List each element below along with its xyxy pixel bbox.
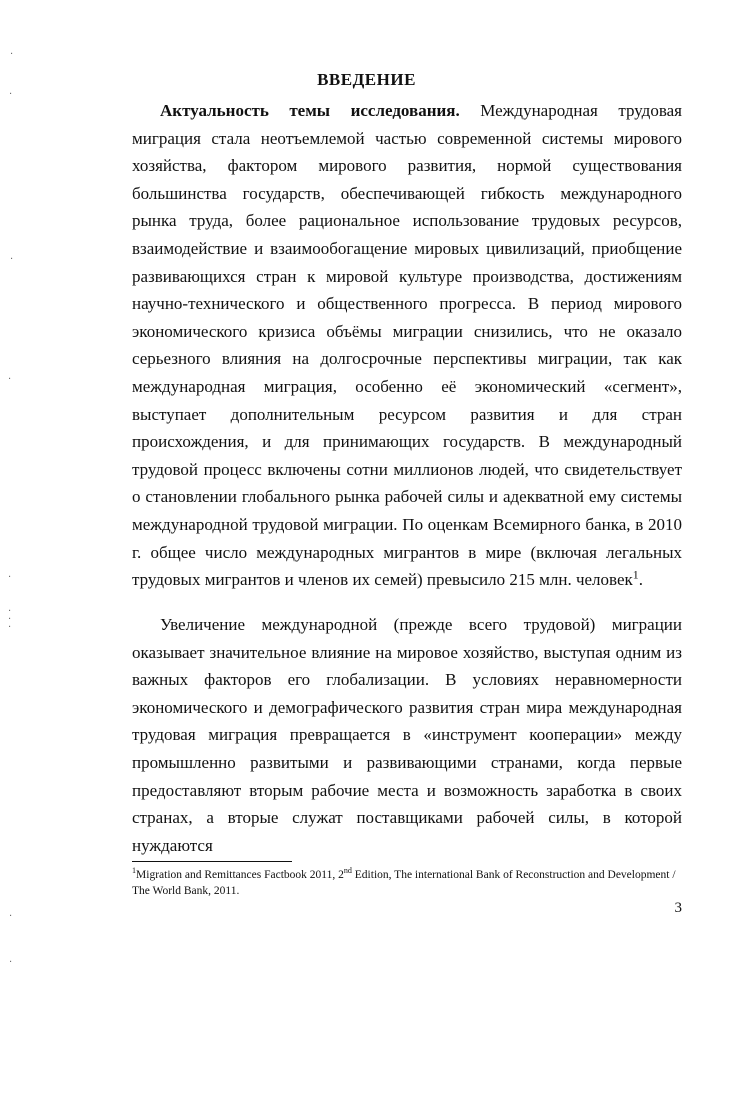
paragraph-relevance — [132, 97, 682, 594]
scan-speck: · — [8, 606, 12, 617]
paragraph-end: . — [638, 570, 643, 590]
footnote-superscript: nd — [343, 866, 352, 876]
footnote-divider — [132, 861, 292, 862]
scan-speck: · — [8, 572, 12, 583]
footnote-text-before: Migration and Remittances Factbook 2011, 2 — [136, 869, 344, 881]
footnote-reference: 1 — [632, 567, 639, 582]
paragraph-text: Международная трудовая миграция стала неотъемлемой частью современной системы мирового хозяйства, фактором мирового развития, нормой существования большинства государств, обеспечивающей гибкость международного рынка труда, более рациональное использование трудовых ресурсов, взаимодействие и взаимообогащение мировых цивилизаций, приобщение развивающихся стран к мировой культуре производства, достижениям научно-технического и общественного прогресса. В период мирового экономического кризиса объёмы миграции снизились, что не оказало серьезного влияния на долгосрочные перспективы миграции, так как международная миграция, особенно её экономический «сегмент», выступает дополнительным ресурсом развития и для стран происхождения, и для принимающих государств. В международный трудовой процесс включены сотни миллионов людей, что свидетельствует о становлении глобального рынка рабочей силы и адекватной ему системы международной трудовой миграции. По оценкам Всемирного банка, в 2010 г. общее число международных мигрантов в мире (включая легальных трудовых мигрантов и членов их семей) превысило 215 млн. человек — [132, 101, 682, 590]
page-number: 3 — [674, 900, 682, 916]
scan-speck: · — [8, 622, 12, 633]
footnote-marker: 1 — [132, 866, 137, 876]
paragraph-lead: Актуальность темы исследования. — [160, 101, 460, 120]
footnote-text-after: Edition, The international Bank of Reconstruction and Development / The World Bank, 2011. — [132, 869, 676, 897]
scan-speck: · — [8, 614, 12, 625]
paragraph-migration-growth: Увеличение международной (прежде всего трудовой) миграции оказывает значительное влияние на мировое хозяйство, выступая одним из важных факторов его глобализации. В условиях неравномерности экономического и демографического развития стран мира международная трудовая миграция превращается в «инструмент кооперации» между промышленно развитыми и развивающими странами, когда первые предоставляют вторым рабочие места и возможность заработка в своих странах, а вторые служат поставщиками рабочей силы, в которой нуждаются — [132, 615, 682, 855]
scan-speck: · — [10, 254, 14, 265]
scan-speck: · — [9, 89, 13, 100]
section-heading: ВВЕДЕНИЕ — [317, 70, 416, 89]
footnote — [132, 867, 682, 899]
scan-speck: · — [9, 911, 13, 922]
scan-speck: · — [9, 957, 13, 968]
scan-speck: · — [10, 49, 14, 60]
scan-speck: · — [8, 374, 12, 385]
